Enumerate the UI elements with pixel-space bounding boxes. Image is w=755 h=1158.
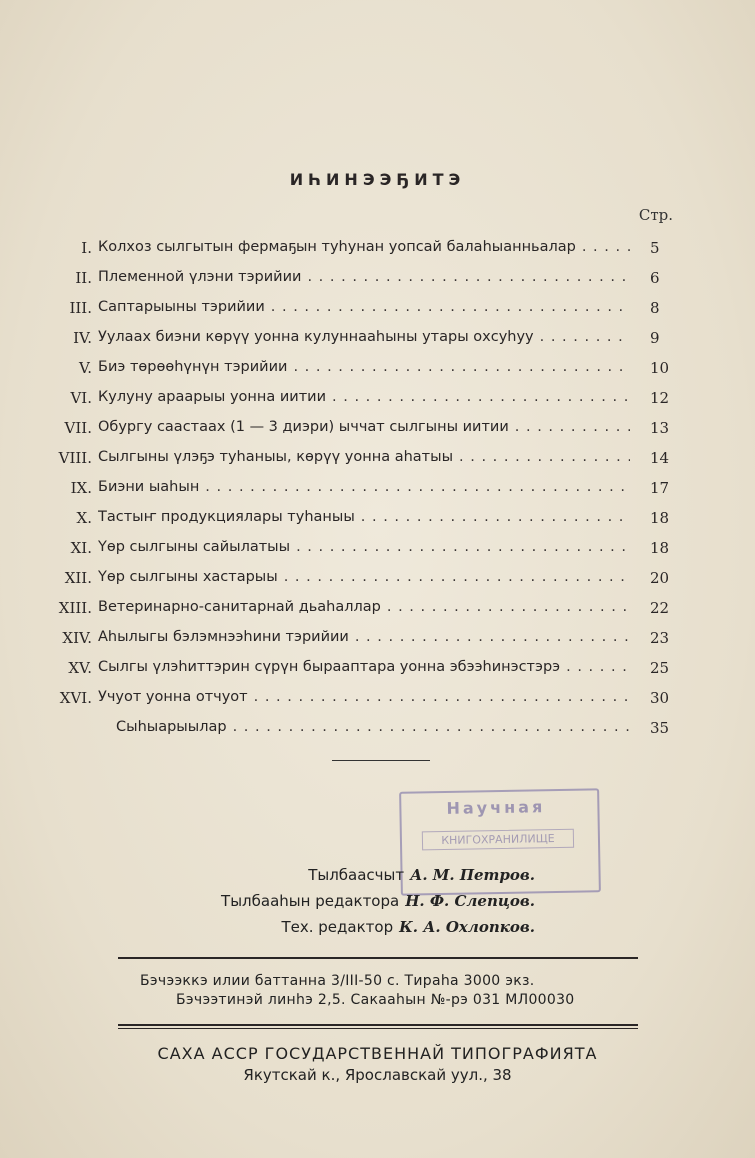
toc-leader (284, 569, 630, 585)
toc-entry (0, 269, 755, 295)
credit-name: А. М. Петров. (410, 866, 535, 884)
toc-title: Биэни ыаһын (98, 479, 200, 495)
toc-leader (296, 539, 630, 555)
toc-page: 30 (650, 689, 670, 707)
toc-leader (566, 659, 630, 675)
toc-number: VIII. (58, 449, 92, 467)
toc-number: VI. (70, 389, 92, 407)
toc-page: 23 (650, 629, 670, 647)
toc-entry (0, 569, 755, 595)
divider (118, 1024, 638, 1026)
toc-title: Племенной үлэни тэрийии (98, 269, 302, 285)
toc-number: IV. (73, 329, 92, 347)
toc-number: V. (79, 359, 92, 377)
toc-page: 35 (650, 719, 670, 737)
toc-page: 13 (650, 419, 670, 437)
print-line: Бэчээккэ илии баттанна 3/III-50 с. Тираһа 3000 экз. (140, 973, 535, 989)
toc-entry (0, 689, 755, 715)
credit-label: Тех. редактор (281, 918, 394, 936)
toc-leader (540, 329, 630, 345)
credit-line (221, 892, 535, 910)
toc-leader (387, 599, 630, 615)
toc-page: 18 (650, 539, 670, 557)
toc-leader (293, 359, 630, 375)
toc-number: XIV. (62, 629, 92, 647)
toc-leader (205, 479, 630, 495)
toc-number: XII. (64, 569, 92, 587)
toc-title: Колхоз сылгытын фермаҕын туһунан уопсай балаһыанньалар (98, 239, 576, 255)
page-column-header: Стр. (638, 206, 673, 224)
toc-entry (0, 509, 755, 535)
toc-number: I. (81, 239, 92, 257)
toc-leader (307, 269, 630, 285)
toc-title: Обургу саастаах (1 — 3 диэри) ыччат сылгыны иитии (98, 419, 509, 435)
toc-number: VII. (64, 419, 92, 437)
toc-entry (0, 359, 755, 385)
toc-page: 14 (650, 449, 670, 467)
toc-page: 17 (650, 479, 670, 497)
credit-label: Тылбааһын редактора (221, 892, 400, 910)
stamp-line: КНИГОХРАНИЛИЩЕ (422, 829, 574, 851)
toc-title: Аһылыгы бэлэмнээһини тэрийии (98, 629, 349, 645)
toc-entry (0, 329, 755, 355)
toc-title: Сылгыны үлэҕэ туһаныы, көрүү уонна аһатыы (98, 449, 454, 465)
toc-leader (459, 449, 630, 465)
toc-entry (0, 299, 755, 325)
credit-line (281, 918, 535, 936)
toc-leader (361, 509, 630, 525)
printer-address: Якутскай к., Ярославскай уул., 38 (243, 1066, 512, 1084)
toc-title: Үөр сылгыны хастарыы (98, 569, 278, 585)
toc-entry (0, 239, 755, 265)
divider (118, 1028, 638, 1029)
toc-number: II. (75, 269, 92, 287)
credit-line (308, 866, 535, 884)
toc-entry (0, 479, 755, 505)
toc-title: Тастыҥ продукциялары туһаныы (98, 509, 355, 525)
toc-title: Кулуну араарыы уонна иитии (98, 389, 327, 405)
toc-leader (271, 299, 630, 315)
toc-number: XVI. (59, 689, 92, 707)
toc-page: 18 (650, 509, 670, 527)
toc-title: Биэ төрөөһүнүн тэрийии (98, 359, 288, 375)
toc-title: Сыһыарыылар (116, 719, 227, 735)
credit-name: Н. Ф. Слепцов. (405, 892, 535, 910)
toc-leader (233, 719, 630, 735)
toc-number: IX. (70, 479, 92, 497)
divider (332, 760, 430, 761)
page-title: ИҺИНЭЭҔИТЭ (289, 170, 466, 189)
toc-entry (0, 419, 755, 445)
toc-title: Ветеринарно-санитарнай дьаһаллар (98, 599, 381, 615)
credit-label: Тылбаасчыт (308, 866, 405, 884)
toc-title: Саптарыыны тэрийии (98, 299, 265, 315)
toc-number: XIII. (58, 599, 92, 617)
stamp-line: Научная (446, 797, 546, 818)
printer-name: САХА АССР ГОСУДАРСТВЕННАЙ ТИПОГРАФИЯТА (157, 1044, 598, 1063)
print-line: Бэчээтинэй линһэ 2,5. Сакааһын №-рэ 031 МЛ00030 (176, 992, 575, 1008)
toc-entry (0, 599, 755, 625)
toc-number: III. (69, 299, 92, 317)
toc-page: 22 (650, 599, 670, 617)
toc-leader (332, 389, 630, 405)
toc-entry (0, 719, 755, 745)
toc-page: 9 (650, 329, 660, 347)
toc-entry (0, 449, 755, 475)
toc-leader (355, 629, 630, 645)
toc-leader (254, 689, 630, 705)
toc-title: Уулаах биэни көрүү уонна кулуннааһыны утары охсуһуу (98, 329, 534, 345)
toc-number: XI. (70, 539, 92, 557)
toc-page: 6 (650, 269, 660, 287)
toc-page: 5 (650, 239, 660, 257)
toc-number: X. (76, 509, 92, 527)
divider (118, 957, 638, 959)
toc-title: Үөр сылгыны сайылатыы (98, 539, 291, 555)
toc-leader (515, 419, 630, 435)
toc-page: 12 (650, 389, 670, 407)
toc-leader (582, 239, 630, 255)
toc-page: 25 (650, 659, 670, 677)
toc-title: Сылгы үлэһиттэрин сүрүн бырааптара уонна эбээһинэстэрэ (98, 659, 561, 675)
toc-entry (0, 629, 755, 655)
toc-title: Учуот уонна отчуот (98, 689, 248, 705)
toc-entry (0, 389, 755, 415)
toc-page: 10 (650, 359, 670, 377)
toc-page: 8 (650, 299, 660, 317)
toc-entry (0, 659, 755, 685)
credit-name: К. А. Охлопков. (399, 918, 535, 936)
toc-number: XV. (68, 659, 92, 677)
toc-entry (0, 539, 755, 565)
toc-page: 20 (650, 569, 670, 587)
